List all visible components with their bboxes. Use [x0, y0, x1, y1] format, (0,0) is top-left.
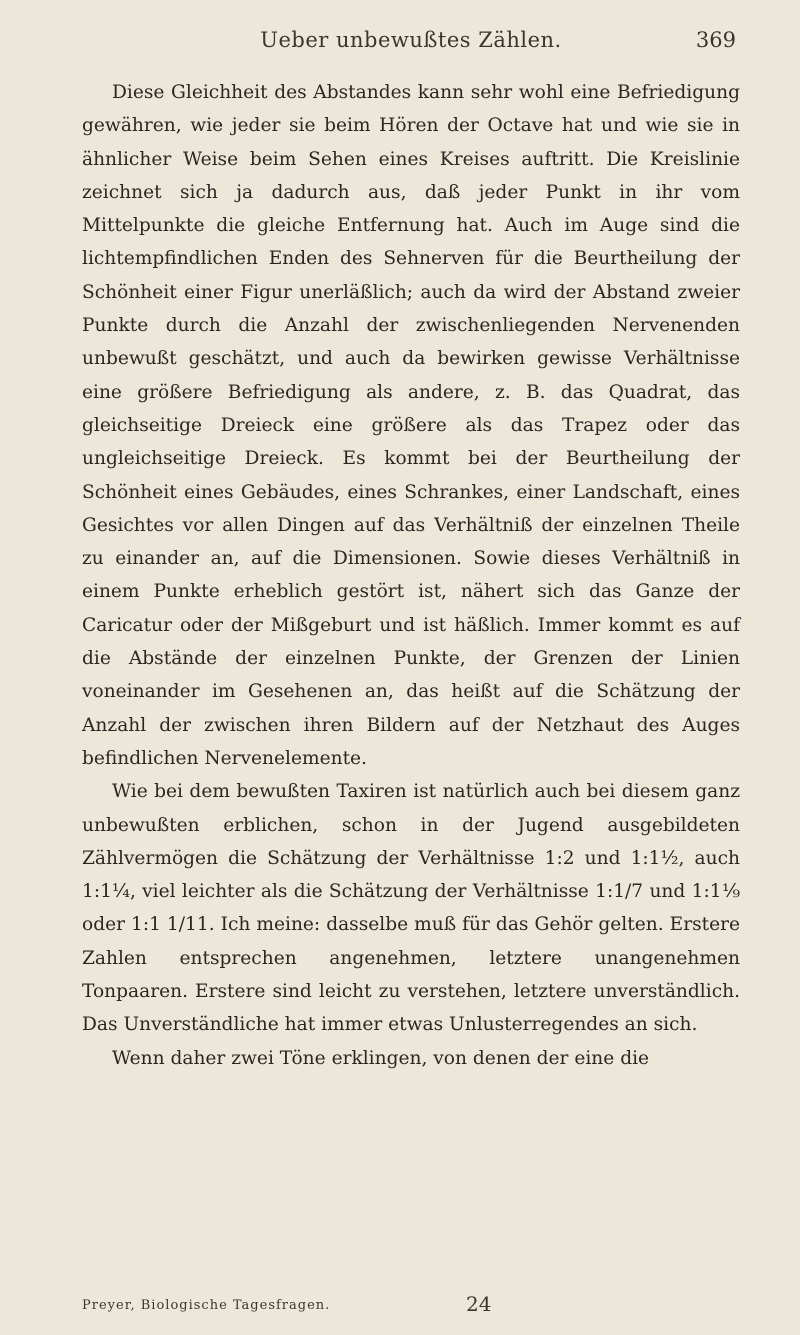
running-head	[82, 28, 740, 58]
paragraph: Diese Gleichheit des Abstandes kann sehr wohl eine Befriedigung gewähren, wie jeder sie beim Hören der Octave hat und wie sie in ähnlicher Weise beim Sehen eines Kreises auftritt. Die Kreislinie zeichnet sich ja dadurch aus, daß jeder Punkt in ihr vom Mittelpunkte die gleiche Entfernung hat. Auch im Auge sind die lichtempfindlichen Enden des Sehnerven für die Beurtheilung der Schönheit einer Figur unerläßlich; auch da wird der Abstand zweier Punkte durch die Anzahl der zwischenliegenden Nervenenden unbewußt geschätzt, und auch da bewirken gewisse Verhältnisse eine größere Befriedigung als andere, z. B. das Quadrat, das gleichseitige Dreieck eine größere als das Trapez oder das ungleichseitige Dreieck. Es kommt bei der Beurtheilung der Schönheit eines Gebäudes, eines Schrankes, einer Landschaft, eines Gesichtes vor allen Dingen auf das Verhältniß der einzelnen Theile zu einander an, auf die Dimensionen. Sowie dieses Verhältniß in einem Punkte erheblich gestört ist, nähert sich das Ganze der Caricatur oder der Mißgeburt und ist häßlich. Immer kommt es auf die Abstände der einzelnen Punkte, der Grenzen der Linien voneinander im Gesehenen an, das heißt auf die Schätzung der Anzahl der zwischen ihren Bildern auf der Netzhaut des Auges befindlichen Nervenelemente.	[82, 82, 740, 769]
page-footer	[82, 1292, 740, 1320]
running-title: Ueber unbewußtes Zählen.	[260, 28, 562, 52]
body-text	[82, 76, 740, 1075]
paragraph: Wie bei dem bewußten Taxiren ist natürlich auch bei diesem ganz unbewußten erblichen, schon in der Jugend ausgebildeten Zählvermögen die Schätzung der Verhältnisse 1:2 und 1:1½, auch 1:1¼, viel leichter als die Schätzung der Verhältnisse 1:1/7 und 1:1⅑ oder 1:1 1/11. Ich meine: dasselbe muß für das Gehör gelten. Erstere Zahlen entsprechen angenehmen, letztere unangenehmen Tonpaaren. Erstere sind leicht zu verstehen, letztere unverständlich. Das Unverständliche hat immer etwas Unlusterregendes an sich.	[82, 781, 740, 1036]
paragraph: Wenn daher zwei Töne erklingen, von denen der eine die	[112, 1047, 650, 1069]
footer-author: Preyer, Biologische Tagesfragen.	[82, 1298, 331, 1313]
page-number: 369	[695, 28, 736, 52]
signature-mark: 24	[466, 1292, 492, 1316]
